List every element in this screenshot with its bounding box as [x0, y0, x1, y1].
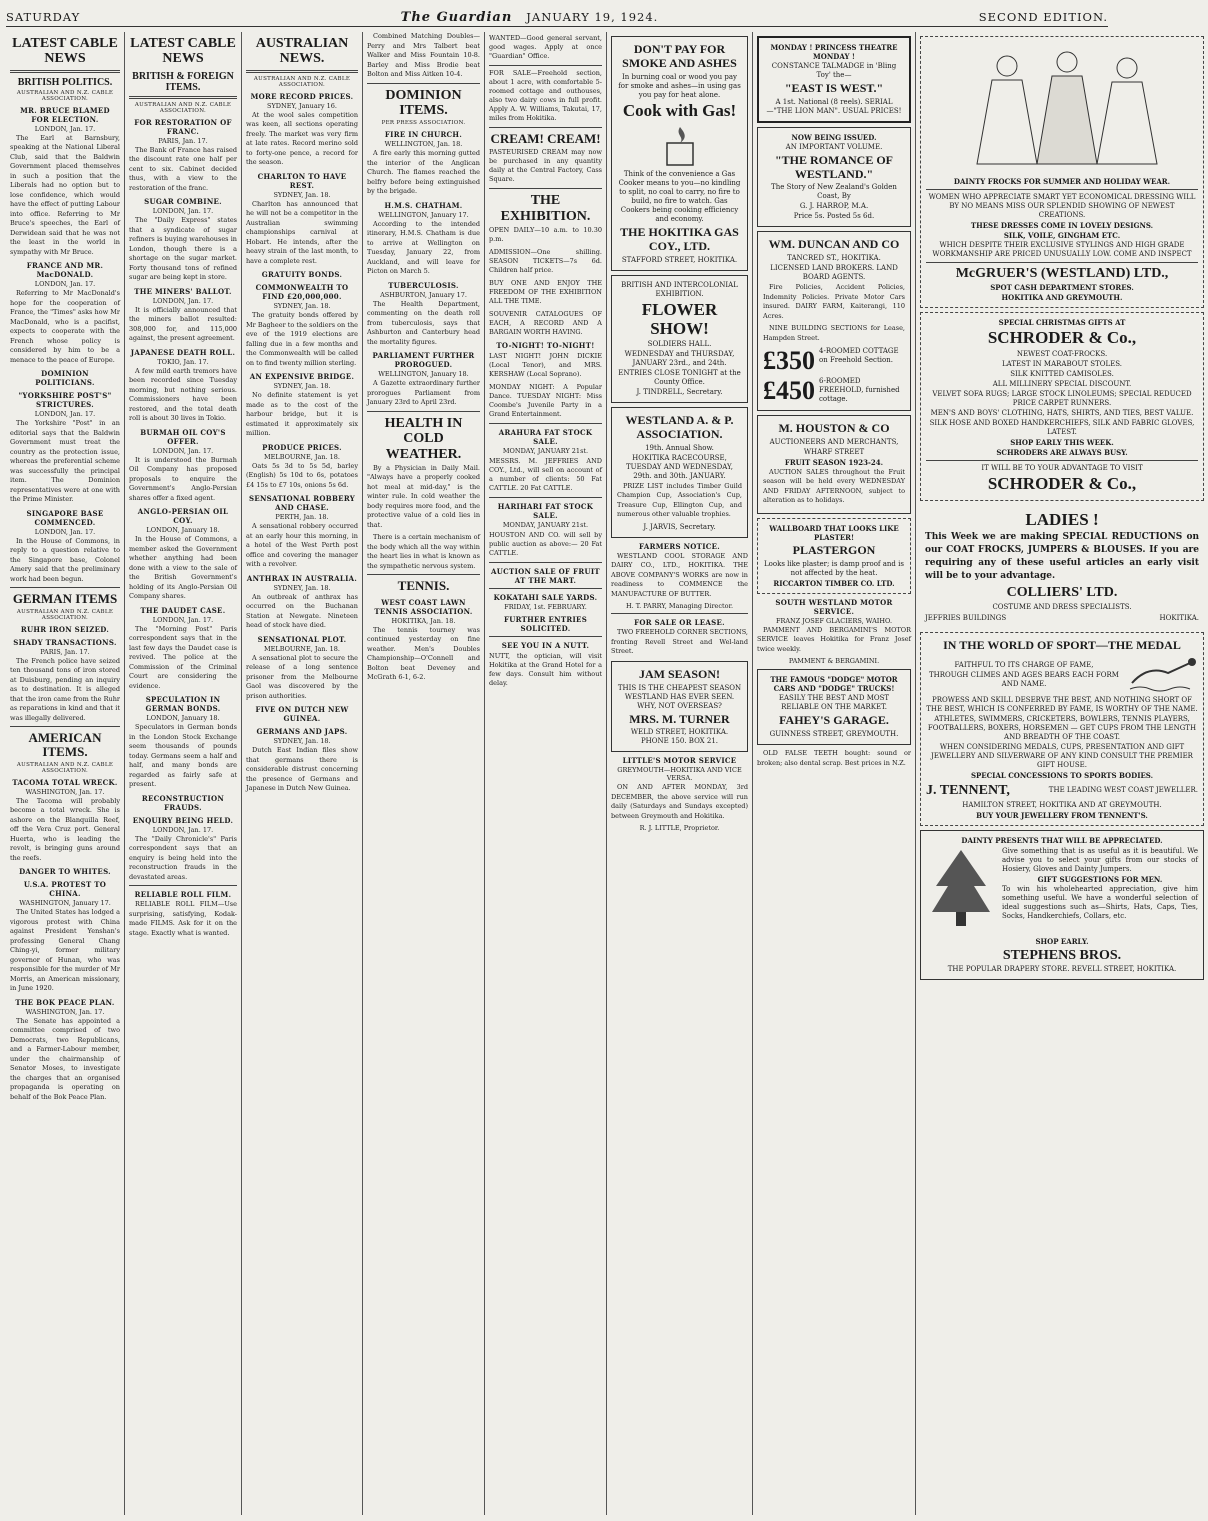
article-text: It is understood the Burmah Oil Company has proposed proposals to enquire the Government's Anglo-Persian shares offer a fixed agent. — [129, 455, 237, 502]
section-heading: BRITISH POLITICS. — [17, 76, 113, 88]
advert-text: Fire Policies, Accident Policies, Indemnity Policies. Private Motor Cars insured. DAIRY FARM, Kaiterangi, 110 Acres. — [763, 283, 905, 320]
dateline: WASHINGTON, Jan. 17. — [25, 787, 105, 796]
column-1 — [6, 32, 125, 1515]
advert-heading: DON'T PAY FOR SMOKE AND ASHES — [622, 42, 737, 70]
article-text: A Gazette extraordinary further prorogues Parliament from January 23rd to April 23rd. — [367, 379, 480, 407]
advert-text: SPECIAL CHRISTMAS GIFTS AT — [998, 318, 1126, 328]
advert-company: SCHRODER & Co., — [987, 328, 1137, 348]
dateline: LONDON, January 18. — [146, 526, 220, 535]
section-heading: HEALTH IN COLD WEATHER. — [384, 415, 463, 462]
article-heading: JAPANESE DEATH ROLL. — [130, 347, 236, 357]
article-text: The tennis tourney was continued yesterday on fine weather. Men's Doubles Championship—O'Connell and Bolton beat Deveney and McGrath 6-1, 6-2. — [367, 625, 480, 682]
article-heading: CHARLTON TO HAVE REST. — [257, 171, 347, 190]
dateline: WELLINGTON, Jan. 18. — [384, 140, 463, 149]
masthead — [6, 8, 1108, 27]
tennent-advert — [920, 632, 1204, 826]
column-4 — [363, 32, 485, 1515]
article-text: In the House of Commons, a member asked the Government whether anything had been done with a view to the sale of the British Government's holding of its Anglo-Persian Oil Company shares. — [129, 535, 237, 601]
classified-ad: LAST NIGHT! JOHN DICKIE (Local Tenor), and MRS. KERSHAW (Local Soprano). — [489, 352, 602, 379]
advert-headline: LADIES ! — [1025, 509, 1099, 529]
classified-ad: MONDAY NIGHT: A Popular Dance. TUESDAY NIGHT: Miss Coombe's Juvenile Party in a Grand Entertainment. — [489, 383, 602, 419]
masthead-day: SATURDAY — [6, 10, 81, 24]
dateline: SYDNEY, Jan. 18. — [273, 302, 331, 311]
advert-text: This Week we are making SPECIAL REDUCTIONS on our COAT FROCKS, JUMPERS & BLOUSES. If you are requiring any of these useful articles an early visit will be to your advantage. — [925, 532, 1199, 582]
advert-text: J. JARVIS, Secretary. — [643, 522, 716, 531]
christmas-tree-icon — [926, 846, 996, 936]
advert-text: LICENSED LAND BROKERS. LAND BOARD AGENTS. — [770, 264, 898, 282]
advert-heading: KOKATAHI SALE YARDS. — [493, 593, 598, 603]
advert-heading: FOR SALE OR LEASE. — [634, 618, 725, 628]
dateline: LONDON, Jan. 17. — [34, 124, 96, 133]
advert-address: WELD STREET, HOKITIKA. PHONE 150. BOX 21. — [630, 728, 729, 746]
advert-text: WHICH DESPITE THEIR EXCLUSIVE STYLINGS AND HIGH GRADE WORKMANSHIP ARE PRICED UNUSUALLY LOW. COME AND INSPECT — [932, 241, 1192, 258]
dateline: FRIDAY, 1st. FEBRUARY. — [504, 603, 587, 612]
article-heading: TUBERCULOSIS. — [388, 280, 459, 290]
flower-show-advert — [611, 275, 748, 403]
advert-heading: WALLBOARD THAT LOOKS LIKE PLASTER! — [769, 523, 899, 542]
jam-season-advert — [611, 661, 748, 753]
dateline: LONDON, Jan. 17. — [152, 207, 214, 216]
advert-text: J. TINDRELL, Secretary. — [636, 388, 723, 397]
advert-text: CONSTANCE TALMADGE in 'Bling Toy' the— — [771, 62, 897, 79]
article-text: In the House of Commons, in reply to a question relative to the Singapore base, Colonel Amery said that the preliminary work had been begun. — [10, 536, 120, 583]
classified-ad: HOUSTON AND CO. will sell by public auction as above:— 20 Fat CATTLE. — [489, 531, 602, 558]
article-text: The Tacoma will probably become a total wreck. She is ashore on the Blanquilla Reef, off the Vera Cruz port. General Huerta, who is leading the revolt, is bringing guns around the reefs. — [10, 796, 120, 862]
dateline: PERTH, Jan. 18. — [275, 513, 329, 522]
article-heading: ANGLO-PERSIAN OIL COY. — [137, 507, 229, 526]
advert-address: HOKITIKA AND GREYMOUTH. — [1001, 293, 1123, 303]
advert-text: PROWESS AND SKILL DESERVE THE BEST, AND NOTHING SHORT OF THE BEST, WHICH IS CONFERRED BY FAME, IS WORTHY OF THE NAME. — [926, 695, 1198, 713]
classified-ad: ADMISSION—One shilling. SEASON TICKETS—7s 6d. Children half price. — [489, 248, 602, 275]
dateline: WELLINGTON, January 18. — [378, 370, 469, 379]
advert-heading: ARAHURA FAT STOCK SALE. — [498, 428, 593, 447]
article-heading: RECONSTRUCTION FRAUDS. — [141, 793, 225, 812]
advert-company: STEPHENS BROS. — [1002, 948, 1122, 964]
dateline: SYDNEY, Jan. 18. — [273, 583, 331, 592]
advert-list-item: SILK HOSE AND BOXED HANDKERCHIEFS, SILK AND FABRIC GLOVES, LATEST. — [929, 419, 1195, 437]
article-text: No definite statement is yet made as to the cost of the harbour bridge, but it is estimated it approximately six million. — [246, 391, 358, 438]
article-text: At the wool sales competition was keen, all sections operating freely. The market was very firm at late rates. Record merino sold to forty-one pence, a record for the season. — [246, 110, 358, 167]
article-heading: "YORKSHIRE POST'S" STRICTURES. — [18, 391, 112, 410]
advert-text: 19th. Annual Show. — [645, 443, 714, 452]
column-2 — [125, 32, 242, 1515]
advert-text: PRIZE LIST includes Timber Guild Champion Cup, Association's Cup, Treasure Cup, Ellington Cup, and numerous other valuable trophies. — [617, 481, 742, 519]
price-text: 6-ROOMED FREEHOLD, furnished cottage. — [819, 377, 900, 404]
agency-line: AUSTRALIAN AND N.Z. CABLE ASSOCIATION. — [253, 75, 351, 88]
article-text: The Earl at Barnsbury, speaking at the National Liberal Club, said that the Baldwin Government placed themselves in such a position that the Liberals had no option but to lose confidence, which would have the effect of putting Labour into office. Referring to Mr Bruce's speeches, the Earl of Derwidean said that he was not the least in the world in sympathy with Mr Bruce. — [10, 133, 120, 256]
section-heading: AMERICAN ITEMS. — [28, 730, 102, 760]
advert-text: In burning coal or wood you pay for smoke and ashes—in using gas you pay for heat alone. — [618, 72, 741, 99]
advert-company: MRS. M. TURNER — [629, 711, 730, 726]
section-heading: GERMAN ITEMS — [12, 591, 118, 607]
article-heading: MORE RECORD PRICES. — [250, 91, 354, 101]
advert-text: THE LEADING WEST COAST JEWELLER. — [1048, 785, 1198, 794]
advert-text: ENTRIES CLOSE TONIGHT at the County Office. — [618, 369, 741, 387]
advert-list-item: SCHRODERS ARE ALWAYS BUSY. — [996, 448, 1128, 458]
advert-heading: THE FAMOUS "DODGE" MOTOR CARS AND "DODGE" TRUCKS! — [770, 675, 898, 694]
dateline: WELLINGTON, January 17. — [378, 210, 469, 219]
advert-list-item: SHOP EARLY THIS WEEK. — [1010, 438, 1114, 448]
advert-text: THESE DRESSES COME IN LOVELY DESIGNS. — [970, 221, 1154, 230]
dateline: TOKIO, Jan. 17. — [157, 357, 209, 366]
section-heading: BRITISH & FOREIGN ITEMS. — [132, 70, 234, 93]
article-text: A fire early this morning gutted the interior of the Anglican Church. The flames reached the belfry before being extinguished by the brigade. — [367, 149, 480, 196]
columns — [6, 32, 1199, 1515]
advert-text: EASILY THE BEST AND MOST RELIABLE ON THE MARKET. — [778, 694, 890, 712]
section-heading: TENNIS. — [397, 578, 450, 594]
article-text: Speculators in German bonds in the London Stock Exchange seem thousands of pounds today. Germans seem a half and half, and many bonds are regarded as fairly safe at present. — [129, 723, 237, 789]
article-text: Referring to Mr MacDonald's hope for the cooperation of France, the "Times" asks how Mr MacDonald, who is a pacifist, expects to cooperate with the French whose policy is considered by him to be a menace to the peace of Europe. — [10, 289, 120, 364]
advert-text: SPOT CASH DEPARTMENT STORES. — [990, 283, 1134, 293]
advert-text: GIFT SUGGESTIONS FOR MEN. — [1037, 875, 1163, 885]
advert-list-item: MEN'S AND BOYS' CLOTHING, HATS, SHIRTS, AND TIES, BEST VALUE. — [930, 409, 1194, 418]
advert-text: FAITHFUL TO ITS CHARGE OF FAME, — [954, 660, 1094, 669]
article-text: According to the intended itinerary, H.M.S. Chatham is due to arrive at Wellington on Tuesday, January 22, from Auckland, and will leave for Picton on March 5. — [367, 219, 480, 276]
section-heading: DOMINION ITEMS. — [385, 87, 462, 118]
advert-text: SOLDIERS HALL. — [647, 340, 712, 349]
article-heading: ENQUIRY BEING HELD. — [132, 815, 234, 825]
advert-text: BUY YOUR JEWELLERY FROM TENNENT'S. — [976, 811, 1148, 821]
dateline: MONDAY, JANUARY 21st. — [502, 447, 589, 456]
advert-text: TWO FREEHOLD CORNER SECTIONS, fronting Revell Street and Wel-land Street. — [611, 628, 748, 656]
advert-signature: R. J. LITTLE, Proprietor. — [639, 824, 720, 833]
advert-headline: PLASTERGON — [792, 542, 876, 557]
article-heading: DOMINION POLITICIANS. — [35, 369, 95, 388]
advert-address: HOKITIKA. — [1159, 613, 1199, 622]
article-text: The "Morning Post" Paris correspondent says that in the last few days the Daudet case is revived. The police at the Commission of the Criminal Court are considering the evidence. — [129, 624, 237, 690]
advert-text: Give something that is as useful as it is beautiful. We advise you to select your gifts from our stocks of Hosiery, Gloves and Dainty Jumpers. — [1002, 847, 1198, 874]
article-text: The Health Department, commenting on the death roll from tuberculosis, says that Ashburton and Canterbury head the mortality figures. — [367, 299, 480, 346]
article-heading: GERMANS AND JAPS. — [256, 727, 348, 737]
advert-row — [926, 846, 1198, 936]
article-heading: FRANCE AND MR. MacDONALD. — [26, 261, 104, 280]
column-5 — [485, 32, 607, 1515]
advert-text: SHOP EARLY. — [1035, 937, 1089, 947]
advert-text: THIS IS THE CHEAPEST SEASON WESTLAND HAS EVER SEEN. WHY, NOT OVERSEAS? — [617, 683, 742, 710]
fashion-illustration — [947, 44, 1177, 174]
article-heading: ANTHRAX IN AUSTRALIA. — [246, 573, 358, 583]
classified-ad: WANTED—Good general servant, good wages. Apply at once "Guardian" Office. — [489, 34, 602, 60]
advert-address-row — [925, 613, 1199, 624]
advert-text: AN IMPORTANT VOLUME. — [785, 142, 883, 151]
advert-headline: "EAST IS WEST." — [784, 81, 884, 95]
advert-text: A 1st. National (8 reels). SERIAL—"THE LION MAN". USUAL PRICES! — [766, 97, 902, 115]
advert-heading: SOUTH WESTLAND MOTOR SERVICE. — [775, 597, 893, 616]
advert-heading: JAM SEASON! — [638, 666, 720, 681]
agency-line: AUSTRALIAN AND N.Z. CABLE ASSOCIATION. — [16, 89, 114, 102]
classified-ad: NUTT, the optician, will visit Hokitika at the Grand Hotel for a few days. Consult him without delay. — [489, 652, 602, 688]
dateline: LONDON, Jan. 17. — [34, 410, 96, 419]
advert-company: WM. DUNCAN AND CO — [768, 237, 900, 252]
column-heading: AUSTRALIAN NEWS. — [255, 36, 349, 67]
article-heading: BURMAH OIL COY'S OFFER. — [140, 427, 226, 446]
advert-address: WHARF STREET — [803, 447, 865, 456]
article-text: A few mild earth tremors have been recorded since Tuesday morning, but nothing serious. Commissioners have been restored, and the total death roll is about 30 lives in Tokio. — [129, 366, 237, 423]
plastergon-advert — [757, 518, 911, 594]
advert-address: HAMILTON STREET, HOKITIKA AND AT GREYMOUTH. — [962, 801, 1162, 810]
column-8 — [916, 32, 1208, 1515]
article-text: There is a certain mechanism of the body which all the way within the heart lies in what is known as the sympathetic nervous system. — [367, 533, 480, 570]
dateline: MELBOURNE, Jan. 18. — [263, 644, 341, 653]
advert-heading: AUCTION SALE OF FRUIT AT THE MART. — [491, 567, 600, 586]
dateline: SYDNEY, Jan. 18. — [273, 737, 331, 746]
advert-heading: THE EXHIBITION. — [500, 193, 591, 224]
advert-heading: DAINTY PRESENTS THAT WILL BE APPRECIATED. — [961, 836, 1163, 846]
article-heading: AN EXPENSIVE BRIDGE. — [249, 372, 355, 382]
article-heading: SHADY TRANSACTIONS. — [13, 637, 117, 647]
article-text: Combined Matching Doubles—Perry and Mrs Talbert beat Walker and Miss Fountain 10-8. Barley and Miss Brodie beat Bolton and Miss Aitken 10-4. — [367, 32, 480, 78]
article-heading: COMMONWEALTH TO FIND £20,000,000. — [255, 283, 349, 302]
mcgruers-advert — [920, 36, 1204, 308]
article-heading: FOR RESTORATION OF FRANC. — [134, 117, 232, 136]
agency-line: PER PRESS ASSOCIATION. — [381, 120, 466, 127]
dateline: LONDON, Jan. 17. — [152, 296, 214, 305]
advert-company: M. HOUSTON & CO — [778, 421, 890, 436]
article-heading: THE BOK PEACE PLAN. — [15, 997, 115, 1007]
agency-line: AUSTRALIAN AND N.Z. CABLE ASSOCIATION. — [134, 101, 232, 114]
masthead-edition: SECOND EDITION. — [978, 10, 1108, 24]
article-heading: WEST COAST LAWN TENNIS ASSOCIATION. — [374, 597, 473, 616]
article-text: The French police have seized ten thousand tons of iron stored at Duisburg, pending an inquiry as to destination. It is alleged that the iron came from the Ruhr as reparations in kind and that it was illegally delivered. — [10, 656, 120, 722]
article-text: It is officially announced that the miners ballot resulted: 308,000 for, and 115,000 against, the present agreement. — [129, 305, 237, 343]
advert-signature: PAMMENT & BERGAMINI. — [788, 657, 880, 666]
advert-text: The Story of New Zealand's Golden Coast, By — [771, 183, 897, 201]
advert-heading: MONDAY ! PRINCESS THEATRE MONDAY ! — [770, 43, 898, 61]
advert-heading: FURTHER ENTRIES SOLICITED. — [503, 615, 588, 634]
advert-text: ATHLETES, SWIMMERS, CRICKETERS, BOWLERS, TENNIS PLAYERS, FOOTBALLERS, BOXERS, HORSEMEN — GET CUPS FROM THE LENGTH AND BREADTH OF THE COAST. — [927, 714, 1197, 741]
column-7 — [753, 32, 916, 1515]
advert-list-item: VELVET SOFA RUGS; LARGE STOCK LINOLEUMS; SPECIAL REDUCED PRICE CARPET RUNNERS. — [932, 390, 1192, 408]
article-text: Dutch East Indian files show that germans there is considerable distrust concerning the presence of Germans and Japanese in Dutch New Guinea. — [246, 746, 358, 793]
classified-ad: FOR SALE—Freehold section, about 1 acre, with comfortable 5-roomed cottage and outhouses, also two dairy cows in full profit. Apply A. W. Williams, Takutai, 17, miles from Hokitika. — [489, 69, 602, 122]
advert-heading: IN THE WORLD OF SPORT—THE MEDAL — [943, 637, 1181, 652]
dateline: LONDON, Jan. 17. — [152, 615, 214, 624]
advert-text: OLD FALSE TEETH bought: sound or broken; also dental scrap. Best prices in N.Z. — [757, 749, 911, 767]
article-heading: PARLIAMENT FURTHER PROROGUED. — [372, 351, 475, 370]
advert-headline: Cook with Gas! — [622, 100, 737, 120]
price-value: £450 — [763, 376, 815, 406]
advert-company: McGRUER'S (WESTLAND) LTD., — [955, 266, 1169, 281]
book-advert — [757, 127, 911, 228]
article-text: An outbreak of anthrax has occurred on the Buchanan Station at Newgate. Nineteen head of stock have died. — [246, 592, 358, 630]
dateline: ASHBURTON, January 17. — [380, 290, 467, 299]
article-text: The "Daily Chronicle's" Paris correspondent says that an enquiry is being held into the reconstruction frauds in the devastated areas. — [129, 834, 237, 881]
agency-line: AUSTRALIAN AND N.Z. CABLE ASSOCIATION. — [16, 608, 114, 621]
advert-heading: TO-NIGHT! TO-NIGHT! — [496, 341, 595, 351]
colliers-advert — [920, 505, 1204, 628]
advert-text: Looks like plaster; is damp proof and is not affected by the heat. — [764, 559, 904, 577]
advert-text: THROUGH CLIMES AND AGES BEARS EACH FORM AND NAME. — [929, 670, 1119, 688]
advert-text: WHEN CONSIDERING MEDALS, CUPS, PRESENTATION AND GIFT JEWELLERY AND SILVERWARE OF ANY KIND CONSULT THE PREMIER GIFT HOUSE. — [931, 742, 1193, 769]
advert-text: AUCTIONEERS AND MERCHANTS, — [769, 437, 899, 446]
classified-ad: BUY ONE AND ENJOY THE FREEDOM OF THE EXHIBITION ALL THE TIME. — [489, 279, 602, 306]
advert-text: FRUIT SEASON 1923-24. — [784, 457, 884, 467]
advert-heading: WESTLAND A. & P. ASSOCIATION. — [625, 413, 734, 442]
advert-text: Price 5s. Posted 5s 6d. — [793, 212, 875, 221]
advert-text: SPECIAL CONCESSIONS TO SPORTS BODIES. — [970, 770, 1154, 780]
article-heading: FIRE IN CHURCH. — [384, 130, 463, 140]
article-heading: GRATUITY BONDS. — [261, 270, 343, 280]
classified-ad: PASTEURISED CREAM may now be purchased in any quantity daily at the Central Factory, Cass Square. — [489, 148, 602, 184]
advert-headline: "THE ROMANCE OF WESTLAND." — [775, 152, 893, 181]
article-heading: FIVE ON DUTCH NEW GUINEA. — [255, 705, 349, 724]
advert-company: THE HOKITIKA GAS COY., LTD. — [620, 225, 739, 254]
article-heading: SPECULATION IN GERMAN BONDS. — [145, 695, 221, 714]
swimmer-icon — [1128, 655, 1198, 695]
dateline: LONDON, Jan. 17. — [34, 527, 96, 536]
dateline: HOKITIKA, Jan. 18. — [391, 616, 456, 625]
article-heading: TACOMA TOTAL WRECK. — [12, 777, 118, 787]
gas-advert — [611, 36, 748, 271]
price-row — [763, 376, 905, 406]
advert-address: GUINNESS STREET, GREYMOUTH. — [769, 730, 899, 739]
article-heading: H.M.S. CHATHAM. — [384, 200, 463, 210]
price-text: 4-ROOMED COTTAGE on Freehold Section. — [819, 347, 899, 365]
agricultural-show-advert — [611, 407, 748, 538]
classified-ad: MESSRS. M. JEFFRIES AND COY., Ltd., will sell on account of a number of clients: 50 Fat CATTLE. 20 Fat CATTLE. — [489, 457, 602, 493]
advert-row — [926, 781, 1198, 800]
article-heading: THE DAUDET CASE. — [140, 605, 226, 615]
article-text: A sensational plot to secure the release of a long sentence prisoner from the Melbourne Gaol was discovered by the prison authorities. — [246, 653, 358, 700]
advert-list-item: SILK KNITTED CAMISOLES. — [1010, 370, 1114, 379]
article-text: Oats 5s 3d to 5s 5d, barley (English) 5s 10d to 6s, potatoes £4 15s to £7 10s, onions 5s 6d. — [246, 461, 358, 489]
dateline: MELBOURNE, Jan. 18. — [263, 452, 341, 461]
houston-advert — [757, 415, 911, 514]
advert-heading: SEE YOU IN A NUTT. — [501, 641, 590, 651]
article-text: By a Physician in Daily Mail. "Always have a properly cooked hot meal at mid-day," is the winter rule. In cold weather the body requires more food, and the protective value of a cold lies in that. — [367, 463, 480, 529]
advert-company: COLLIERS' LTD. — [1006, 585, 1118, 601]
dateline: MONDAY, JANUARY 21st. — [502, 521, 589, 530]
dateline: LONDON, January 18. — [146, 714, 220, 723]
classified-ad: SOUVENIR CATALOGUES OF EACH, A RECORD AND A BARGAIN WORTH HAVING. — [489, 310, 602, 337]
article-text: The United States has lodged a vigorous protest with China against President Yenshan's professing General Chang Ching-yi, former military governor of Hunan, who was responsible for the murder of Mr Morris, an American missionary, in June 1920. — [10, 908, 120, 993]
article-text: The "Daily Express" states that a syndicate of sugar refiners is buying warehouses in London, though there is a shortage on the sugar market. Forty thousand tons of refined sugar are being kept in store. — [129, 216, 237, 282]
article-text: The gratuity bonds offered by Mr Bagheer to the soldiers on the eve of the 1919 elections are falling due in a few months and the Commonwealth will be called on to find twenty million sterling. — [246, 311, 358, 367]
advert-text: GREYMOUTH—HOKITIKA AND VICE VERSA. — [617, 766, 742, 783]
advert-headline: FLOWER SHOW! — [641, 299, 718, 338]
advert-text: HOKITIKA RACECOURSE, TUESDAY AND WEDNESDAY, 29th. and 30th. JANUARY. — [626, 453, 733, 480]
article-heading: SINGAPORE BASE COMMENCED. — [26, 508, 104, 527]
advert-heading: CREAM! CREAM! — [490, 131, 601, 146]
classified-ad: OPEN DAILY—10 a.m. to 10.30 p.m. — [489, 226, 602, 244]
dateline: SYDNEY, Jan. 18. — [273, 382, 331, 391]
article-heading: MR. BRUCE BLAMED FOR ELECTION. — [20, 105, 110, 124]
article-heading: SENSATIONAL PLOT. — [257, 634, 347, 644]
article-heading: PRODUCE PRICES. — [262, 442, 342, 452]
column-3 — [242, 32, 363, 1515]
agency-line: AUSTRALIAN AND N.Z. CABLE ASSOCIATION. — [16, 761, 114, 774]
advert-text: NINE BUILDING SECTIONS for Lease, Hampden Street. — [763, 324, 905, 342]
dateline: LONDON, Jan. 17. — [152, 825, 214, 834]
price-value: £350 — [763, 346, 815, 376]
advert-address: STAFFORD STREET, HOKITIKA. — [621, 255, 738, 264]
dateline: WASHINGTON, Jan. 17. — [25, 1007, 105, 1016]
advert-address: THE POPULAR DRAPERY STORE. REVELL STREET, HOKITIKA. — [947, 965, 1177, 974]
dateline: LONDON, Jan. 17. — [34, 280, 96, 289]
advert-heading: NOW BEING ISSUED. — [791, 132, 877, 142]
price-row — [763, 346, 905, 376]
dateline: WASHINGTON, January 17. — [19, 899, 111, 908]
masthead-logo: The Guardian — [400, 9, 513, 25]
advert-heading: RELIABLE ROLL FILM. — [134, 890, 232, 900]
advert-text: WESTLAND COOL STORAGE AND DAIRY CO., LTD., HOKITIKA. THE ABOVE COMPANY'S WORKS are now in readiness to COMMENCE the MANUFACTURE OF BUTTER. — [611, 551, 748, 598]
advert-text: FRANZ JOSEF GLACIERS, WAIHO. — [775, 616, 893, 625]
advert-text: COSTUME AND DRESS SPECIALISTS. — [992, 602, 1132, 611]
dateline: SYDNEY, Jan. 18. — [273, 190, 331, 199]
schroder-advert — [920, 312, 1204, 500]
article-text: Charlton has announced that he will not be a competitor in the Australian swimming championships carnival at Hobart. He intends, after the heavy strain of the last month, to have a complete rest. — [246, 199, 358, 265]
advert-address: JEFFRIES BUILDINGS — [925, 613, 1007, 622]
advert-heading: LITTLE'S MOTOR SERVICE — [622, 756, 737, 766]
article-heading: SENSATIONAL ROBBERY AND CHASE. — [248, 494, 356, 513]
duncan-advert — [757, 231, 911, 411]
stephens-advert — [920, 830, 1204, 980]
article-heading: RUHR IRON SEIZED. — [20, 624, 110, 634]
theatre-advert — [757, 36, 911, 123]
dodge-advert — [757, 669, 911, 745]
dateline: PARIS, Jan. 17. — [40, 647, 90, 656]
advert-heading: FARMERS NOTICE. — [638, 541, 721, 551]
article-heading: SUGAR COMBINE. — [144, 197, 222, 207]
advert-text: Think of the convenience a Gas Cooker means to you—no kindling to split, no coal to carry, no fire to build, no fire to watch. Gas Cookers being cooking efficiency and economy. — [618, 170, 741, 224]
dateline: SYDNEY, January 16. — [267, 101, 337, 110]
advert-signature: H. T. PARRY, Managing Director. — [625, 602, 734, 611]
dateline: PARIS, Jan. 17. — [158, 136, 208, 145]
advert-row — [926, 655, 1198, 695]
article-text: The Bank of France has raised the discount rate one half per cent to six. Cabinet decided thus, with a view to the restoration of the franc. — [129, 145, 237, 192]
advert-address: TANCRED ST., HOKITIKA. — [787, 254, 881, 263]
advert-text: WEDNESDAY and THURSDAY, JANUARY 23rd., and 24th. — [624, 350, 735, 368]
column-heading: LATEST CABLE NEWS — [130, 36, 236, 67]
advert-company: J. TENNENT, — [926, 782, 1010, 798]
advert-list-item: LATEST IN MARABOUT STOLES. — [1002, 360, 1122, 369]
advert-text: WOMEN WHO APPRECIATE SMART YET ECONOMICAL DRESSING WILL BY NO MEANS MISS OUR SPLENDID SHOWING OF NEWEST CREATIONS. — [928, 193, 1196, 219]
advert-text: ON AND AFTER MONDAY, 3rd DECEMBER, the above service will run daily (Saturdays and Sundays excepted) between Greymouth and Hokitika. — [611, 783, 748, 820]
advert-text: To win his wholehearted appreciation, give him something useful. We have a wonderful selection of ideal suggestions such as—Shirts, Hats, Caps, Ties, Socks, Handkerchiefs, Collars, etc. — [1002, 885, 1198, 921]
advert-text: RELIABLE ROLL FILM—Use surprising, satisfying, Kodak-made FILMS. Ask for it on the stage. Exactly what is wanted. — [129, 900, 237, 937]
article-text: The Senate has appointed a committee comprised of two Democrats, two Republicans, and a Farmer-Labour member, under the chairmanship of Senator Moses, to investigate the charges that an organised propaganda is operating on behalf of the Bok Peace Plan. — [10, 1016, 120, 1101]
masthead-date: JANUARY 19, 1924. — [526, 10, 659, 24]
advert-list-item: NEWEST COAT-FROCKS. — [1016, 350, 1108, 359]
advert-text: SILK, VOILE, GINGHAM ETC. — [1003, 231, 1121, 240]
article-text: The Yorkshire "Post" in an editorial says that the Baldwin Government must treat the country as the protection issue, whereas the preferential scheme was successfully the principal item. The Dominion representatives were at one with the Prime Minister. — [10, 419, 120, 504]
article-heading: U.S.A. PROTEST TO CHINA. — [23, 880, 107, 899]
illustration-caption: DAINTY FROCKS FOR SUMMER AND HOLIDAY WEAR. — [953, 177, 1171, 186]
article-heading: DANGER TO WHITES. — [19, 867, 111, 877]
dateline: LONDON, Jan. 17. — [152, 446, 214, 455]
advert-company: FAHEY'S GARAGE. — [779, 713, 889, 728]
advert-text: IT WILL BE TO YOUR ADVANTAGE TO VISIT — [981, 464, 1143, 473]
advert-company: RICCARTON TIMBER CO. LTD. — [773, 578, 895, 588]
gas-flame-icon — [663, 123, 697, 167]
article-text: A sensational robbery occurred at an early hour this morning, in a hotel of the West Perth post office and covering the manager with a revolver. — [246, 522, 358, 569]
article-heading: THE MINERS' BALLOT. — [134, 286, 232, 296]
column-heading: LATEST CABLE NEWS — [12, 36, 118, 67]
column-6 — [607, 32, 753, 1515]
advert-heading: HARIHARI FAT STOCK SALE. — [497, 502, 594, 521]
advert-text: AUCTION SALES throughout the Fruit season will be held every WEDNESDAY AND FRIDAY AFTERNOON, subject to alteration as to holidays. — [763, 467, 905, 505]
advert-text: BRITISH AND INTERCOLONIAL EXHIBITION. — [621, 280, 738, 298]
advert-company: SCHRODER & Co., — [987, 474, 1137, 494]
advert-text: PAMMENT AND BERGAMINI'S MOTOR SERVICE leaves Hokitika for Franz Josef twice weekly. — [757, 625, 911, 653]
advert-text: G. J. HARROP, M.A. — [799, 202, 869, 211]
advert-list-item: ALL MILLINERY SPECIAL DISCOUNT. — [992, 380, 1132, 389]
